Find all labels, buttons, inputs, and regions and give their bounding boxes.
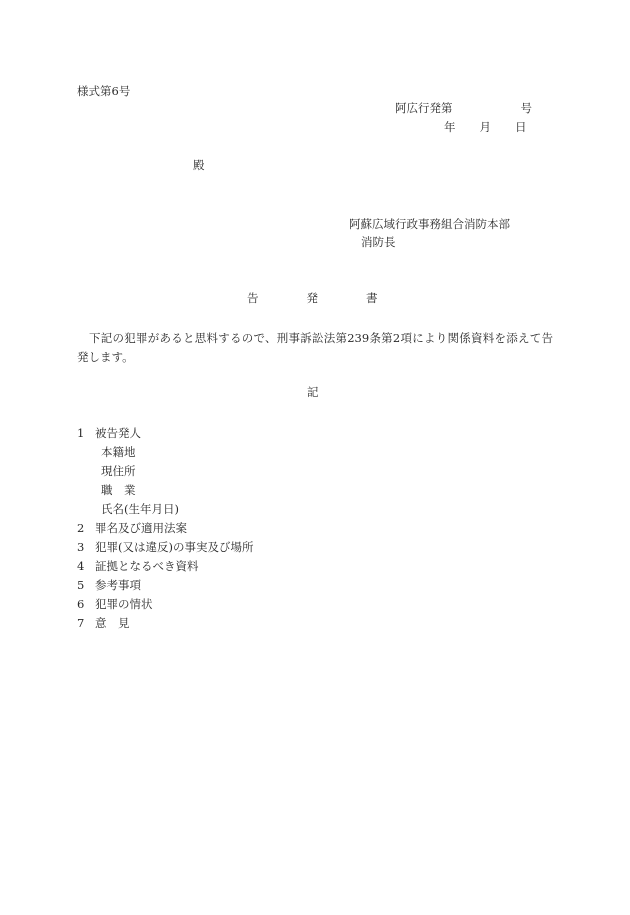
document-number-suffix: 号	[520, 101, 532, 115]
item-number: 1	[77, 426, 85, 440]
item-label: 職 業	[101, 483, 136, 497]
body-paragraph: 下記の犯罪があると思料するので、刑事訴訟法第239条第2項により関係資料を添えて告発します。	[77, 331, 553, 364]
item-label: 意 見	[95, 616, 130, 630]
form-number: 様式第6号	[77, 84, 131, 98]
document-number-prefix: 阿広行発第	[395, 101, 453, 115]
issue-date	[444, 122, 527, 134]
date-day-label: 日	[515, 120, 527, 134]
item-label: 本籍地	[101, 445, 136, 459]
item-label: 犯罪(又は違反)の事実及び場所	[95, 540, 254, 554]
list-item	[77, 560, 253, 579]
ki-heading: 記	[307, 385, 319, 399]
list-item	[77, 465, 253, 484]
sender-organization: 阿蘇広域行政事務組合消防本部	[349, 217, 510, 231]
document-title	[247, 293, 378, 305]
item-number: 5	[77, 578, 85, 592]
list-item	[77, 541, 253, 560]
title-char-2: 発	[306, 291, 318, 305]
date-month-label: 月	[479, 120, 491, 134]
item-number: 6	[77, 597, 85, 611]
list-item	[77, 617, 253, 636]
item-label: 証拠となるべき資料	[95, 559, 199, 573]
item-label: 被告発人	[95, 426, 141, 440]
item-number: 4	[77, 559, 85, 573]
item-number: 2	[77, 521, 85, 535]
item-list	[77, 427, 253, 636]
list-item	[77, 446, 253, 465]
date-year-label: 年	[444, 120, 456, 134]
list-item	[77, 503, 253, 522]
list-item	[77, 427, 253, 446]
item-label: 氏名(生年月日)	[101, 502, 179, 516]
document-number	[395, 103, 532, 115]
list-item	[77, 579, 253, 598]
title-char-1: 告	[247, 291, 259, 305]
item-label: 現住所	[101, 464, 136, 478]
item-label: 罪名及び適用法案	[95, 521, 187, 535]
list-item	[77, 598, 253, 617]
item-label: 犯罪の情状	[95, 597, 153, 611]
item-number: 7	[77, 616, 85, 630]
title-char-3: 書	[366, 291, 378, 305]
sender-title: 消防長	[361, 235, 396, 249]
list-item	[77, 522, 253, 541]
item-number: 3	[77, 540, 85, 554]
list-item	[77, 484, 253, 503]
item-label: 参考事項	[95, 578, 141, 592]
addressee-honorific: 殿	[193, 158, 205, 172]
